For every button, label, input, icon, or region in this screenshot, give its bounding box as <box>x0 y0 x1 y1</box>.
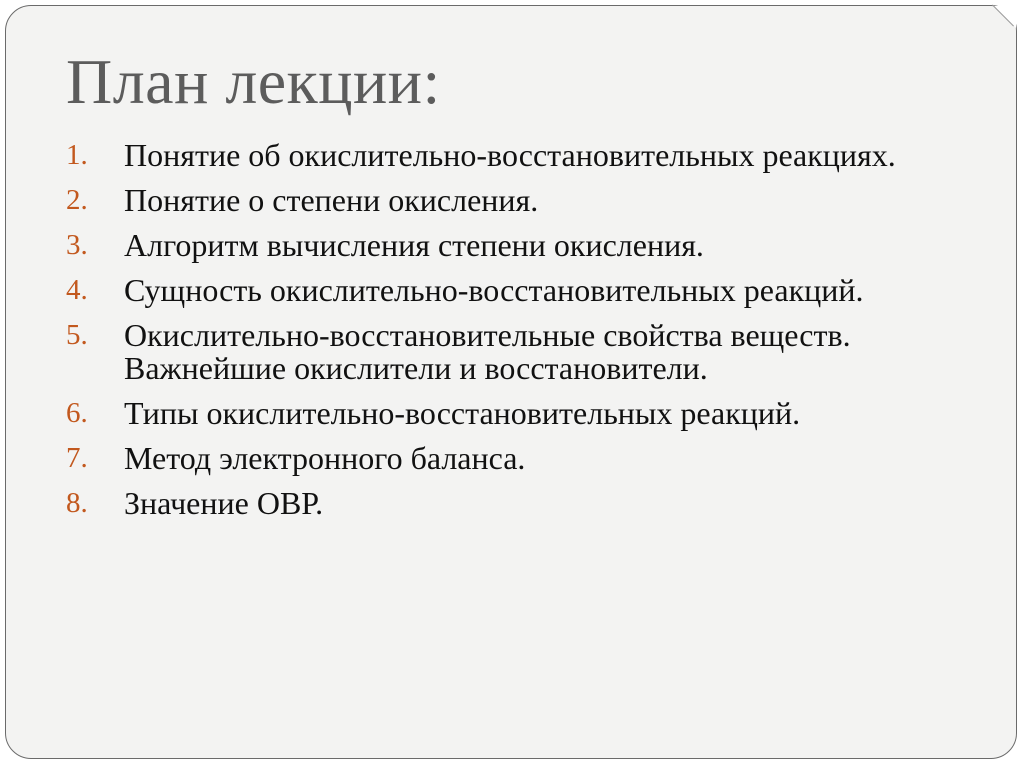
list-item-text: Понятие о степени окисления. <box>124 182 539 218</box>
list-item-number: 7. <box>66 442 88 474</box>
list-item-number: 3. <box>66 229 88 261</box>
list-item-number: 6. <box>66 397 88 429</box>
list-item-number: 5. <box>66 319 88 351</box>
lecture-plan-list <box>66 139 986 532</box>
list-item <box>66 274 986 307</box>
list-item-text: Окислительно-восстановительные свойства веществ. Важнейшие окислители и восстановители. <box>124 317 851 386</box>
list-item-text: Типы окислительно-восстановительных реакций. <box>124 395 801 431</box>
list-item-number: 1. <box>66 139 88 171</box>
slide-title: План лекции: <box>66 46 441 117</box>
list-item <box>66 319 986 385</box>
list-item <box>66 229 986 262</box>
list-item <box>66 397 986 430</box>
list-item <box>66 139 986 172</box>
list-item-text: Значение ОВР. <box>124 485 324 521</box>
list-item-text: Сущность окислительно-восстановительных реакций. <box>124 272 864 308</box>
list-item-number: 4. <box>66 274 88 306</box>
list-item <box>66 487 986 520</box>
list-item-number: 8. <box>66 487 88 519</box>
list-item-text: Понятие об окислительно-восстановительных реакциях. <box>124 137 896 173</box>
list-item-number: 2. <box>66 184 88 216</box>
list-item <box>66 442 986 475</box>
list-item <box>66 184 986 217</box>
list-item-text: Метод электронного баланса. <box>124 440 526 476</box>
list-item-text: Алгоритм вычисления степени окисления. <box>124 227 704 263</box>
